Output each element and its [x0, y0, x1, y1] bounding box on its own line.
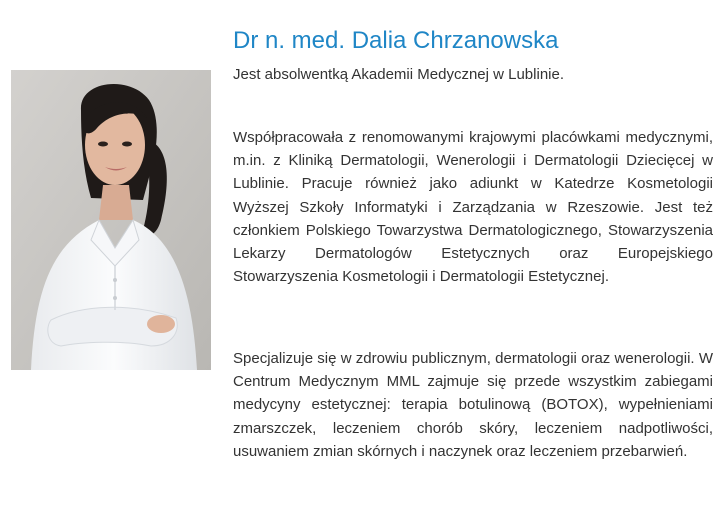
doctor-name: Dr n. med. Dalia Chrzanowska: [233, 27, 559, 54]
intro-text: Jest absolwentką Akademii Medycznej w Lublinie.: [233, 66, 565, 83]
bio-paragraph-experience: Współpracowała z renomowanymi krajowymi placówkami medycznymi, m.in. z Kliniką Dermatologii, Wenerologii i Dermatologii Dziecięcej w Lublinie. Pracuje również jako adiunkt w Katedrze Kosmetologii Wyższej Szkoły Informatyki i Zarządzania w Rzeszowie. Jest też członkiem Polskiego Towarzystwa Dermatologicznego, Stowarzyszenia Lekarzy Dermatologów Estetycznych oraz Europejskiego Stowarzyszenia Kosmetologii i Dermatologii Estetycznej.: [233, 129, 713, 286]
doctor-photo: [11, 70, 211, 370]
doctor-portrait-icon: [11, 70, 211, 370]
bio-paragraph-specialization: Specjalizuje się w zdrowiu publicznym, dermatologii oraz wenerologii. W Centrum Medycznym MML zajmuje się przede wszystkim zabiegami medycyny estetycznej: terapia botulinową (BOTOX), wypełnieniami zmarszczek, leczeniem chorób skóry, leczeniem nadpotliwości, usuwaniem zmian skórnych i naczynek oraz leczeniem przebarwień.: [233, 350, 713, 460]
